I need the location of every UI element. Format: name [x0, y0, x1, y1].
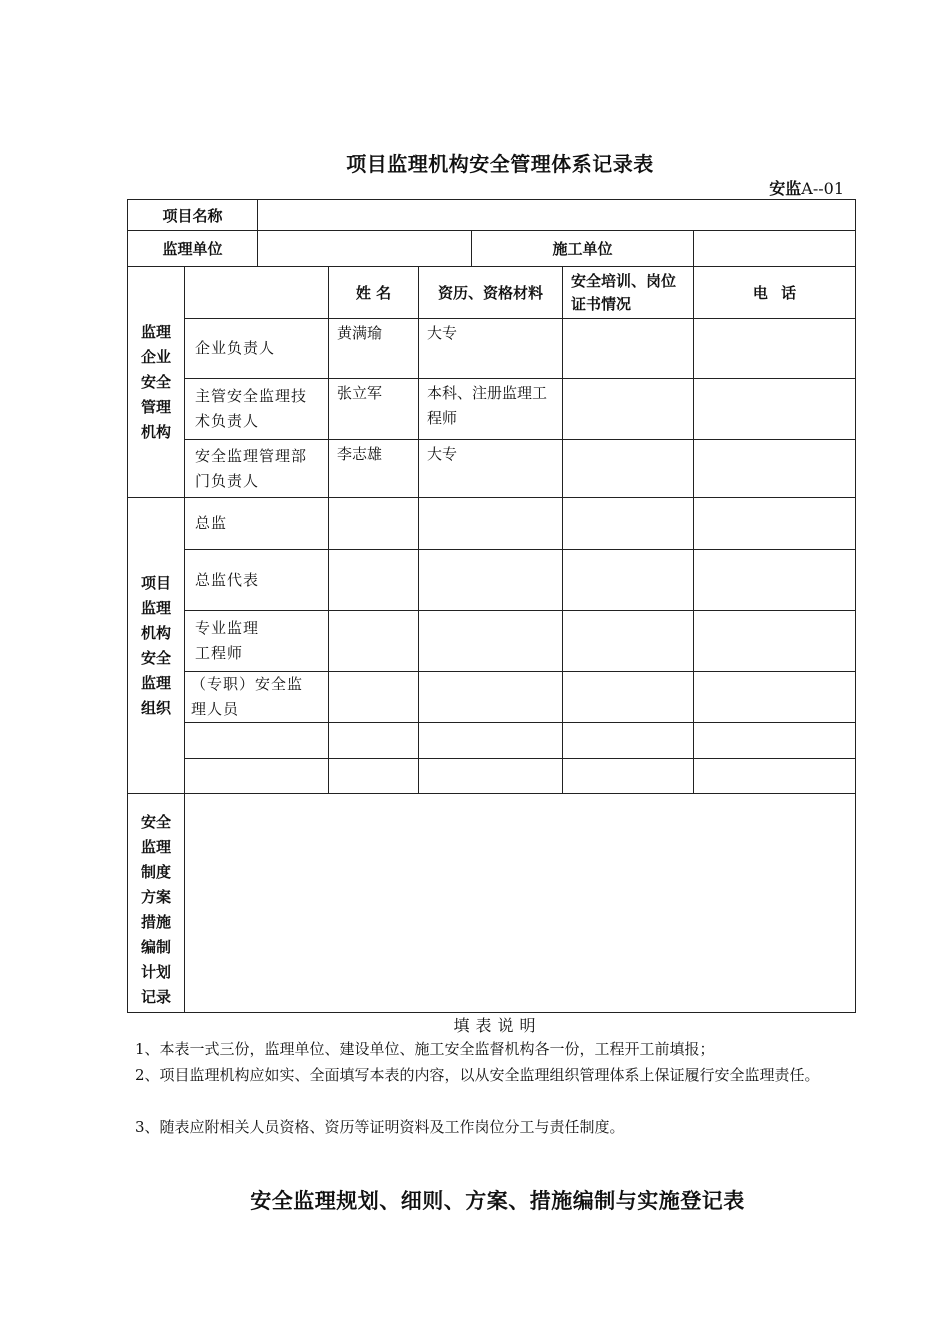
- table-row: [128, 611, 856, 672]
- unit-row: [128, 231, 856, 267]
- name-cell[interactable]: 张立军: [329, 379, 419, 440]
- note-item: 3、随表应附相关人员资格、资历等证明资料及工作岗位分工与责任制度。: [135, 1118, 625, 1136]
- phone-cell[interactable]: [694, 550, 856, 611]
- role-cell: 企业负责人: [185, 319, 329, 379]
- role-cell[interactable]: [185, 759, 329, 794]
- phone-cell[interactable]: [694, 319, 856, 379]
- table-row: [128, 319, 856, 379]
- training-cell[interactable]: [563, 611, 694, 672]
- col-name: 姓 名: [329, 267, 419, 319]
- training-cell[interactable]: [563, 440, 694, 498]
- qualification-cell[interactable]: 大专: [419, 440, 563, 498]
- training-cell[interactable]: [563, 498, 694, 550]
- next-section-title: 安全监理规划、细则、方案、措施编制与实施登记表: [250, 1188, 745, 1213]
- qualification-cell[interactable]: [419, 611, 563, 672]
- name-cell[interactable]: [329, 759, 419, 794]
- header-blank: [185, 267, 329, 319]
- role-cell: 总监: [185, 498, 329, 550]
- role-cell: （专职）安全监理人员: [185, 672, 329, 723]
- phone-cell[interactable]: [694, 759, 856, 794]
- project-name-value[interactable]: [258, 200, 856, 231]
- qualification-cell[interactable]: 本科、注册监理工程师: [419, 379, 563, 440]
- col-training: 安全培训、岗位证书情况: [563, 267, 694, 319]
- construction-unit-label: 施工单位: [472, 231, 694, 267]
- training-cell[interactable]: [563, 379, 694, 440]
- phone-cell[interactable]: [694, 672, 856, 723]
- qualification-cell[interactable]: [419, 550, 563, 611]
- note-item: 2、项目监理机构应如实、全面填写本表的内容，以从安全监理组织管理体系上保证履行安全监理责任。: [135, 1066, 820, 1084]
- name-cell[interactable]: [329, 611, 419, 672]
- name-cell[interactable]: [329, 498, 419, 550]
- supervision-unit-label: 监理单位: [128, 231, 258, 267]
- section3-label: 安全监理制度方案措施编制计划记录: [128, 794, 185, 1013]
- name-cell[interactable]: [329, 672, 419, 723]
- name-cell[interactable]: 李志雄: [329, 440, 419, 498]
- plan-record-content[interactable]: [185, 794, 856, 1013]
- table-row: [128, 723, 856, 759]
- training-cell[interactable]: [563, 759, 694, 794]
- role-cell: 安全监理管理部门负责人: [185, 440, 329, 498]
- role-cell: 专业监理工程师: [185, 611, 329, 672]
- table-row: [128, 759, 856, 794]
- note-item: 1、本表一式三份，监理单位、建设单位、施工安全监督机构各一份，工程开工前填报；: [135, 1040, 715, 1058]
- column-header-row: [128, 267, 856, 319]
- plan-record-row: [128, 794, 856, 1013]
- section2-label: 项目监理机构安全监理组织: [128, 498, 185, 794]
- name-cell[interactable]: [329, 723, 419, 759]
- training-cell[interactable]: [563, 672, 694, 723]
- role-cell: 总监代表: [185, 550, 329, 611]
- table-row: [128, 672, 856, 723]
- training-cell[interactable]: [563, 723, 694, 759]
- role-cell[interactable]: [185, 723, 329, 759]
- table-row: [128, 550, 856, 611]
- form-code: [769, 176, 844, 199]
- table-row: [128, 379, 856, 440]
- qualification-cell[interactable]: 大专: [419, 319, 563, 379]
- table-row: [128, 440, 856, 498]
- qualification-cell[interactable]: [419, 759, 563, 794]
- notes-heading: 填表说明: [453, 1016, 542, 1035]
- phone-cell[interactable]: [694, 611, 856, 672]
- section1-label: 监理企业安全管理机构: [128, 267, 185, 498]
- qualification-cell[interactable]: [419, 498, 563, 550]
- col-qualification: 资历、资格材料: [419, 267, 563, 319]
- phone-cell[interactable]: [694, 498, 856, 550]
- role-cell: 主管安全监理技术负责人: [185, 379, 329, 440]
- training-cell[interactable]: [563, 319, 694, 379]
- project-name-label: 项目名称: [128, 200, 258, 231]
- form-code-prefix: 安监: [769, 179, 802, 198]
- record-table: [127, 199, 856, 1013]
- form-code-number: A--01: [801, 179, 844, 198]
- project-name-row: [128, 200, 856, 231]
- name-cell[interactable]: 黄满瑜: [329, 319, 419, 379]
- training-cell[interactable]: [563, 550, 694, 611]
- phone-cell[interactable]: [694, 379, 856, 440]
- col-phone: 电 话: [694, 267, 856, 319]
- page-title: 项目监理机构安全管理体系记录表: [346, 152, 654, 176]
- qualification-cell[interactable]: [419, 672, 563, 723]
- phone-cell[interactable]: [694, 440, 856, 498]
- phone-cell[interactable]: [694, 723, 856, 759]
- table-row: [128, 498, 856, 550]
- qualification-cell[interactable]: [419, 723, 563, 759]
- construction-unit-value[interactable]: [694, 231, 856, 267]
- supervision-unit-value[interactable]: [258, 231, 472, 267]
- name-cell[interactable]: [329, 550, 419, 611]
